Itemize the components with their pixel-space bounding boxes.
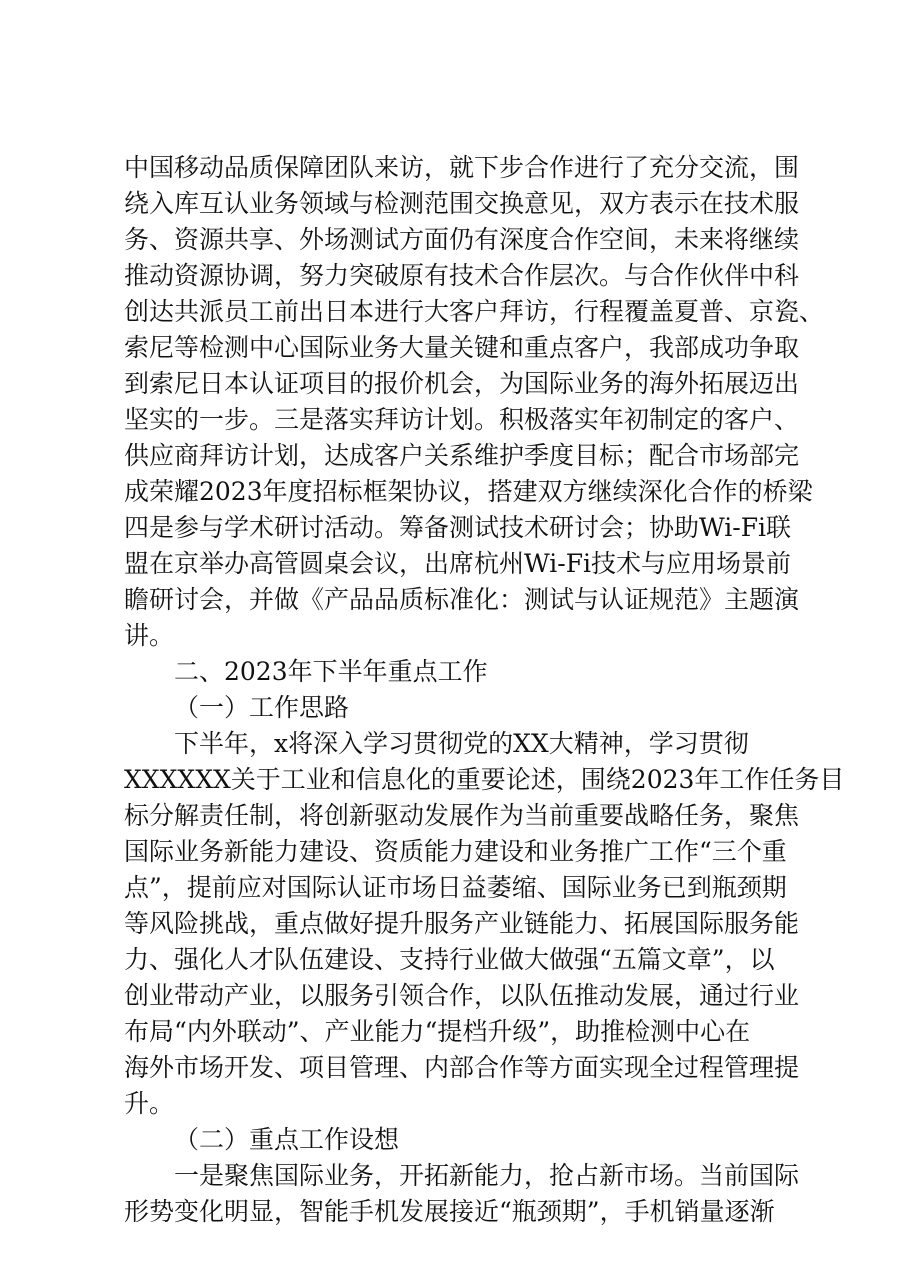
text-line: 形势变化明显，智能手机发展接近“瓶颈期”，手机销量逐渐 bbox=[124, 1197, 775, 1226]
text-line: 下半年，x将深入学习贯彻党的XX大精神，学习贯彻 bbox=[174, 729, 749, 758]
text-line: 供应商拜访计划，达成客户关系维护季度目标；配合市场部完 bbox=[124, 441, 800, 470]
text-line: 等风险挑战，重点做好提升服务产业链能力、拓展国际服务能 bbox=[124, 909, 800, 938]
text-line: 国际业务新能力建设、资质能力建设和业务推广工作“三个重 bbox=[124, 837, 787, 866]
text-line: 点”，提前应对国际认证市场日益萎缩、国际业务已到瓶颈期 bbox=[124, 873, 787, 902]
subsection-heading: （二）重点工作设想 bbox=[174, 1125, 400, 1154]
text-line: 一是聚焦国际业务，开拓新能力，抢占新市场。当前国际 bbox=[174, 1161, 800, 1190]
text-line: 瞻研讨会，并做《产品品质标准化：测试与认证规范》主题演 bbox=[124, 585, 800, 614]
text-line: 坚实的一步。三是落实拜访计划。积极落实年初制定的客户、 bbox=[124, 405, 800, 434]
text-line: 中国移动品质保障团队来访，就下步合作进行了充分交流，围 bbox=[124, 153, 800, 182]
text-line: 海外市场开发、项目管理、内部合作等方面实现全过程管理提 bbox=[124, 1053, 800, 1082]
text-line: XXXXXX关于工业和信息化的重要论述，围绕2023年工作任务目 bbox=[124, 765, 845, 794]
text-line: 盟在京举办高管圆桌会议，出席杭州Wi-Fi技术与应用场景前 bbox=[124, 549, 792, 578]
text-line: 成荣耀2023年度招标框架协议，搭建双方继续深化合作的桥梁 bbox=[124, 477, 813, 506]
text-line: 推动资源协调，努力突破原有技术合作层次。与合作伙伴中科 bbox=[124, 261, 800, 290]
text-line: 创达共派员工前出日本进行大客户拜访，行程覆盖夏普、京瓷、 bbox=[124, 297, 825, 326]
text-line: 创业带动产业，以服务引领合作，以队伍推动发展，通过行业 bbox=[124, 981, 800, 1010]
text-line: 力、强化人才队伍建设、支持行业做大做强“五篇文章”，以 bbox=[124, 945, 775, 974]
text-line: 到索尼日本认证项目的报价机会，为国际业务的海外拓展迈出 bbox=[124, 369, 800, 398]
subsection-heading: （一）工作思路 bbox=[174, 693, 350, 722]
text-line: 讲。 bbox=[124, 621, 175, 650]
text-line: 四是参与学术研讨活动。筹备测试技术研讨会；协助Wi-Fi联 bbox=[124, 513, 792, 542]
text-line: 绕入库互认业务领域与检测范围交换意见，双方表示在技术服 bbox=[124, 189, 800, 218]
text-line: 标分解责任制，将创新驱动发展作为当前重要战略任务，聚焦 bbox=[124, 801, 800, 830]
text-line: 布局“内外联动”、产业能力“提档升级”，助推检测中心在 bbox=[124, 1017, 751, 1046]
text-line: 务、资源共享、外场测试方面仍有深度合作空间，未来将继续 bbox=[124, 225, 800, 254]
text-line: 升。 bbox=[124, 1089, 175, 1118]
text-line: 索尼等检测中心国际业务大量关键和重点客户，我部成功争取 bbox=[124, 333, 800, 362]
section-heading: 二、2023年下半年重点工作 bbox=[174, 657, 488, 686]
